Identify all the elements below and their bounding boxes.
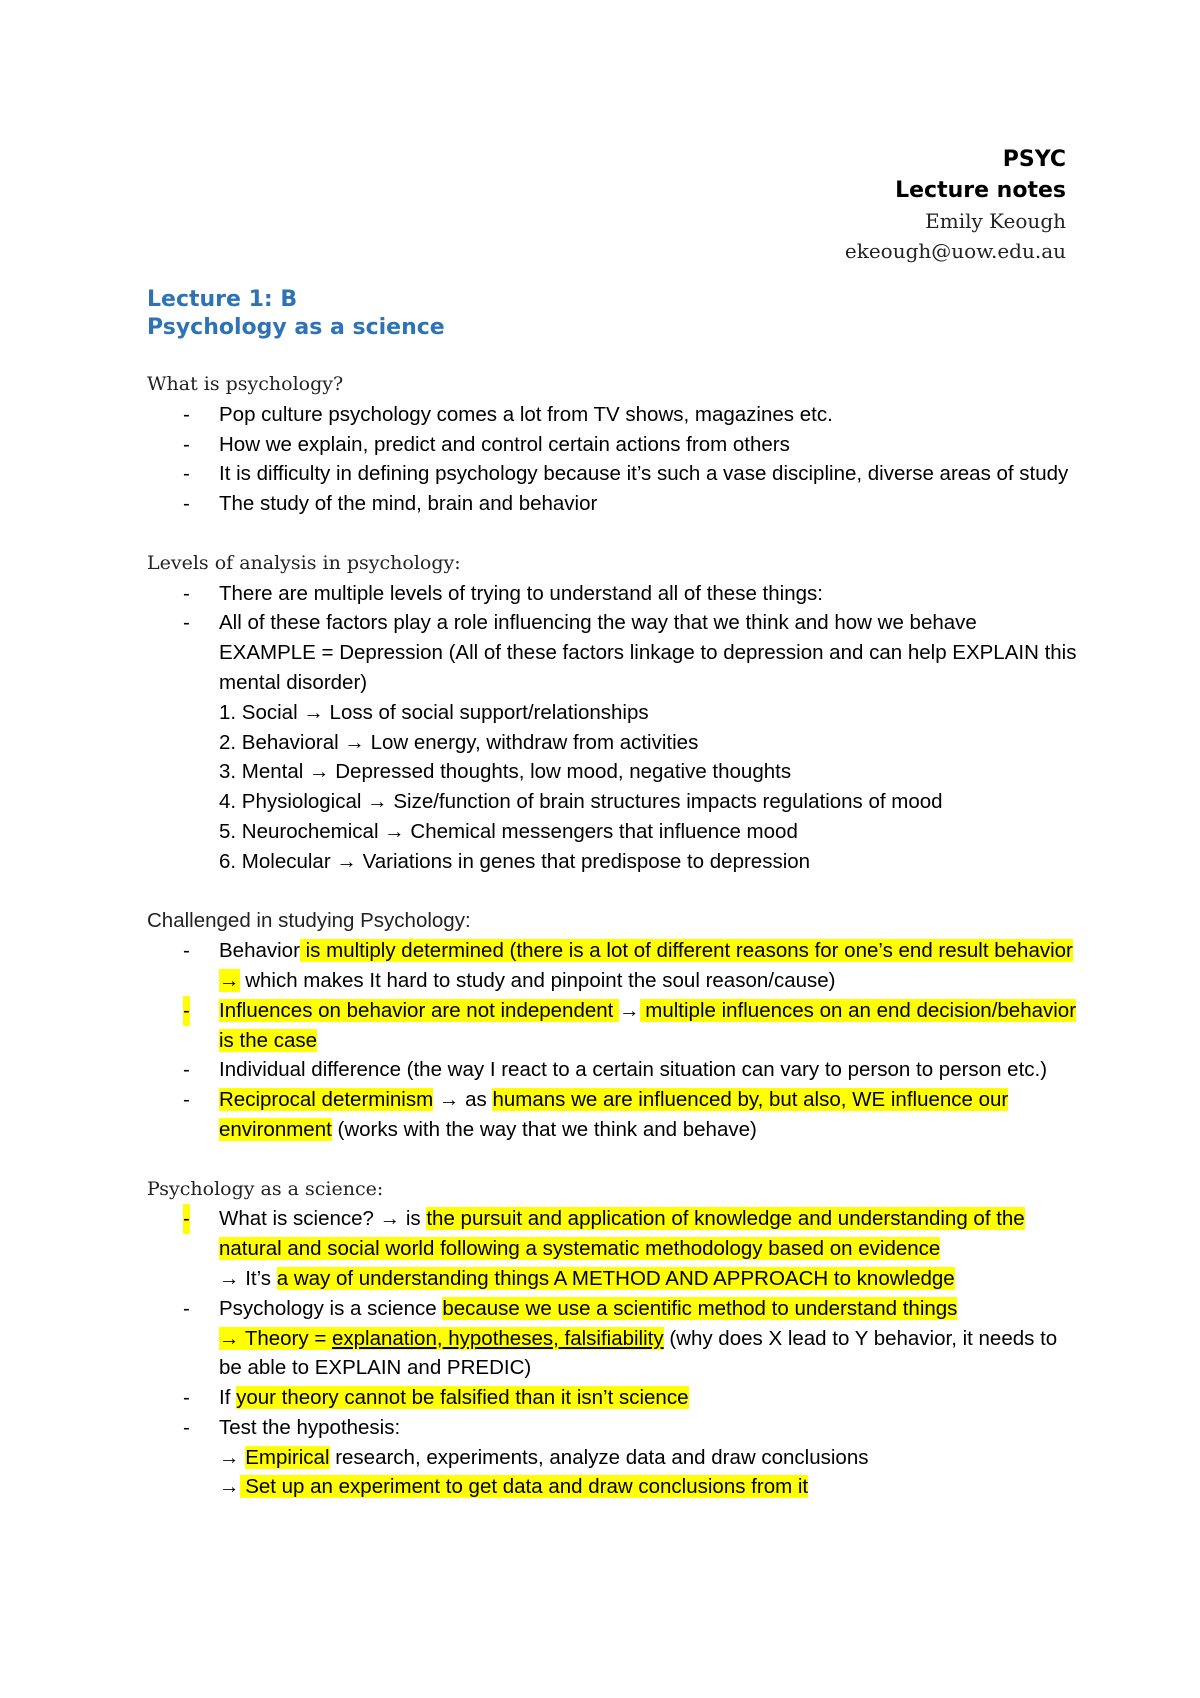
arrow-icon: →	[344, 730, 365, 754]
level-text: Variations in genes that predispose to depression	[362, 849, 811, 873]
level-label: 4. Physiological	[219, 790, 362, 814]
item-text: All of these factors play a role influencing the way that we think and how we behave	[219, 611, 977, 635]
arrow-icon: →	[619, 998, 640, 1022]
level-item	[219, 728, 1077, 758]
example-text: EXAMPLE = Depression (All of these factors linkage to depression and can help EXPLAIN this mental disorder)	[219, 641, 1077, 694]
lecture-topic: Psychology as a science	[147, 315, 445, 340]
item-text: If	[219, 1386, 237, 1410]
dash-bullet: -	[183, 432, 190, 456]
arrow-icon: →	[309, 760, 330, 784]
item-text: Psychology is a science	[219, 1296, 443, 1320]
arrow-icon: →	[379, 1207, 401, 1231]
bullet-list	[147, 579, 1077, 639]
level-item	[219, 847, 1077, 877]
course-code: PSYC	[1002, 147, 1066, 172]
notes-body	[147, 370, 1077, 1502]
author-name: Emily Keough	[925, 209, 1066, 233]
item-text: There are multiple levels of trying to understand all of these things:	[219, 581, 823, 605]
level-label: 5. Neurochemical	[219, 819, 379, 843]
level-item	[219, 787, 1077, 817]
highlighted-text: is multiply determined (there is a lot of different reasons for one’s end result behavior	[299, 939, 1073, 963]
arrow-icon: →	[438, 1088, 460, 1112]
level-label: 6. Molecular	[219, 849, 331, 873]
list-item	[147, 1383, 1077, 1413]
bullet-list	[147, 400, 1077, 519]
lecture-title	[147, 286, 445, 342]
document-header	[845, 144, 1066, 266]
list-item	[147, 400, 1077, 430]
arrow-icon: →	[219, 968, 240, 992]
highlighted-text: Empirical	[245, 1445, 330, 1469]
dash-bullet: -	[183, 611, 190, 635]
levels-list	[147, 698, 1077, 877]
list-item	[147, 936, 1077, 996]
arrow-icon: →	[219, 1326, 240, 1350]
arrow-icon: →	[219, 1475, 240, 1499]
highlighted-text: multiple influences on an end decision/behavior is the case	[219, 998, 1077, 1052]
dash-bullet: -	[183, 1386, 190, 1410]
item-text: It is difficulty in defining psychology because it’s such a vase discipline, diverse areas of study	[219, 462, 1069, 486]
highlighted-text: the pursuit and application of knowledge and understanding of the natural and social world following a systematic methodology based on evidence	[219, 1207, 1025, 1261]
item-text: The study of the mind, brain and behavior	[219, 492, 598, 516]
item-text: as	[459, 1088, 493, 1112]
item-text: (works with the way that we think and behave)	[331, 1117, 757, 1141]
item-text: (why does X lead to Y behavior, it needs to be able to EXPLAIN and PREDIC)	[219, 1326, 1058, 1380]
list-item	[147, 459, 1077, 489]
highlighted-text: because we use a scientific method to understand things	[442, 1296, 958, 1320]
underlined-highlighted-text: explanation, hypotheses, falsifiability	[332, 1326, 664, 1350]
dash-bullet: -	[183, 1058, 190, 1082]
arrow-icon: →	[336, 849, 357, 873]
level-item	[219, 698, 1077, 728]
arrow-icon: →	[367, 790, 388, 814]
section-heading: Levels of analysis in psychology:	[147, 551, 461, 574]
list-item	[147, 1055, 1077, 1085]
highlighted-text: Theory =	[239, 1326, 332, 1350]
list-item	[147, 579, 1077, 609]
dash-bullet: -	[183, 1088, 190, 1112]
dash-bullet: -	[183, 402, 190, 426]
section-heading: What is psychology?	[147, 373, 344, 395]
level-label: 3. Mental	[219, 760, 304, 784]
arrow-icon: →	[384, 819, 405, 843]
author-email: ekeough@uow.edu.au	[844, 239, 1066, 263]
arrow-icon: →	[303, 700, 324, 724]
level-label: 1. Social	[219, 700, 298, 724]
list-item	[147, 489, 1077, 519]
level-text: Depressed thoughts, low mood, negative thoughts	[335, 760, 792, 784]
dash-bullet: -	[183, 462, 190, 486]
highlighted-text: Reciprocal determinism	[219, 1088, 434, 1112]
level-item	[219, 817, 1077, 847]
dash-bullet: -	[183, 1296, 190, 1320]
highlighted-text: Set up an experiment to get data and draw conclusions from it	[239, 1475, 809, 1499]
highlighted-text: humans we are influenced by, but also, WE influence our environment	[219, 1088, 1009, 1141]
arrow-icon: →	[219, 1445, 240, 1469]
level-text: Size/function of brain structures impacts regulations of mood	[393, 790, 943, 814]
item-text: is	[400, 1207, 427, 1231]
list-item	[147, 608, 1077, 638]
dash-bullet: -	[183, 1204, 190, 1234]
level-text: Loss of social support/relationships	[329, 700, 649, 724]
lecture-number: Lecture 1: B	[147, 287, 298, 312]
item-text: What is science?	[219, 1207, 380, 1231]
level-item	[219, 757, 1077, 787]
arrow-icon: →	[219, 1266, 240, 1290]
item-text: Pop culture psychology comes a lot from TV shows, magazines etc.	[219, 402, 833, 426]
level-text: Low energy, withdraw from activities	[370, 730, 699, 754]
document-subtitle: Lecture notes	[895, 178, 1066, 203]
highlighted-text: your theory cannot be falsified than it isn’t science	[236, 1386, 689, 1410]
bullet-list	[147, 936, 1077, 1145]
level-text: Chemical messengers that influence mood	[410, 819, 798, 843]
section-heading: Challenged in studying Psychology:	[147, 909, 471, 933]
highlighted-text: a way of understanding things A METHOD AND APPROACH to knowledge	[276, 1266, 955, 1290]
dash-bullet: -	[183, 581, 190, 605]
section-heading: Psychology as a science:	[147, 1177, 384, 1200]
list-item	[147, 1085, 1077, 1145]
item-text: research, experiments, analyze data and draw conclusions	[329, 1445, 869, 1469]
item-text: How we explain, predict and control certain actions from others	[219, 432, 790, 456]
level-label: 2. Behavioral	[219, 730, 339, 754]
list-item	[147, 996, 1077, 1056]
list-item	[147, 1294, 1077, 1383]
item-text: which makes It hard to study and pinpoint the soul reason/cause)	[239, 968, 836, 992]
bullet-list	[147, 1204, 1077, 1502]
dash-bullet: -	[183, 939, 190, 963]
dash-bullet: -	[183, 996, 190, 1026]
dash-bullet: -	[183, 492, 190, 516]
item-text: It’s	[239, 1266, 277, 1290]
list-item	[147, 430, 1077, 460]
highlighted-text: Influences on behavior are not independent	[219, 998, 620, 1022]
item-text: Test the hypothesis:	[219, 1415, 401, 1439]
dash-bullet: -	[183, 1415, 190, 1439]
item-text: Behavior	[219, 939, 300, 963]
list-item	[147, 1413, 1077, 1502]
list-item	[147, 1204, 1077, 1293]
item-text: Individual difference (the way I react to a certain situation can vary to person to person etc.)	[219, 1058, 1048, 1082]
